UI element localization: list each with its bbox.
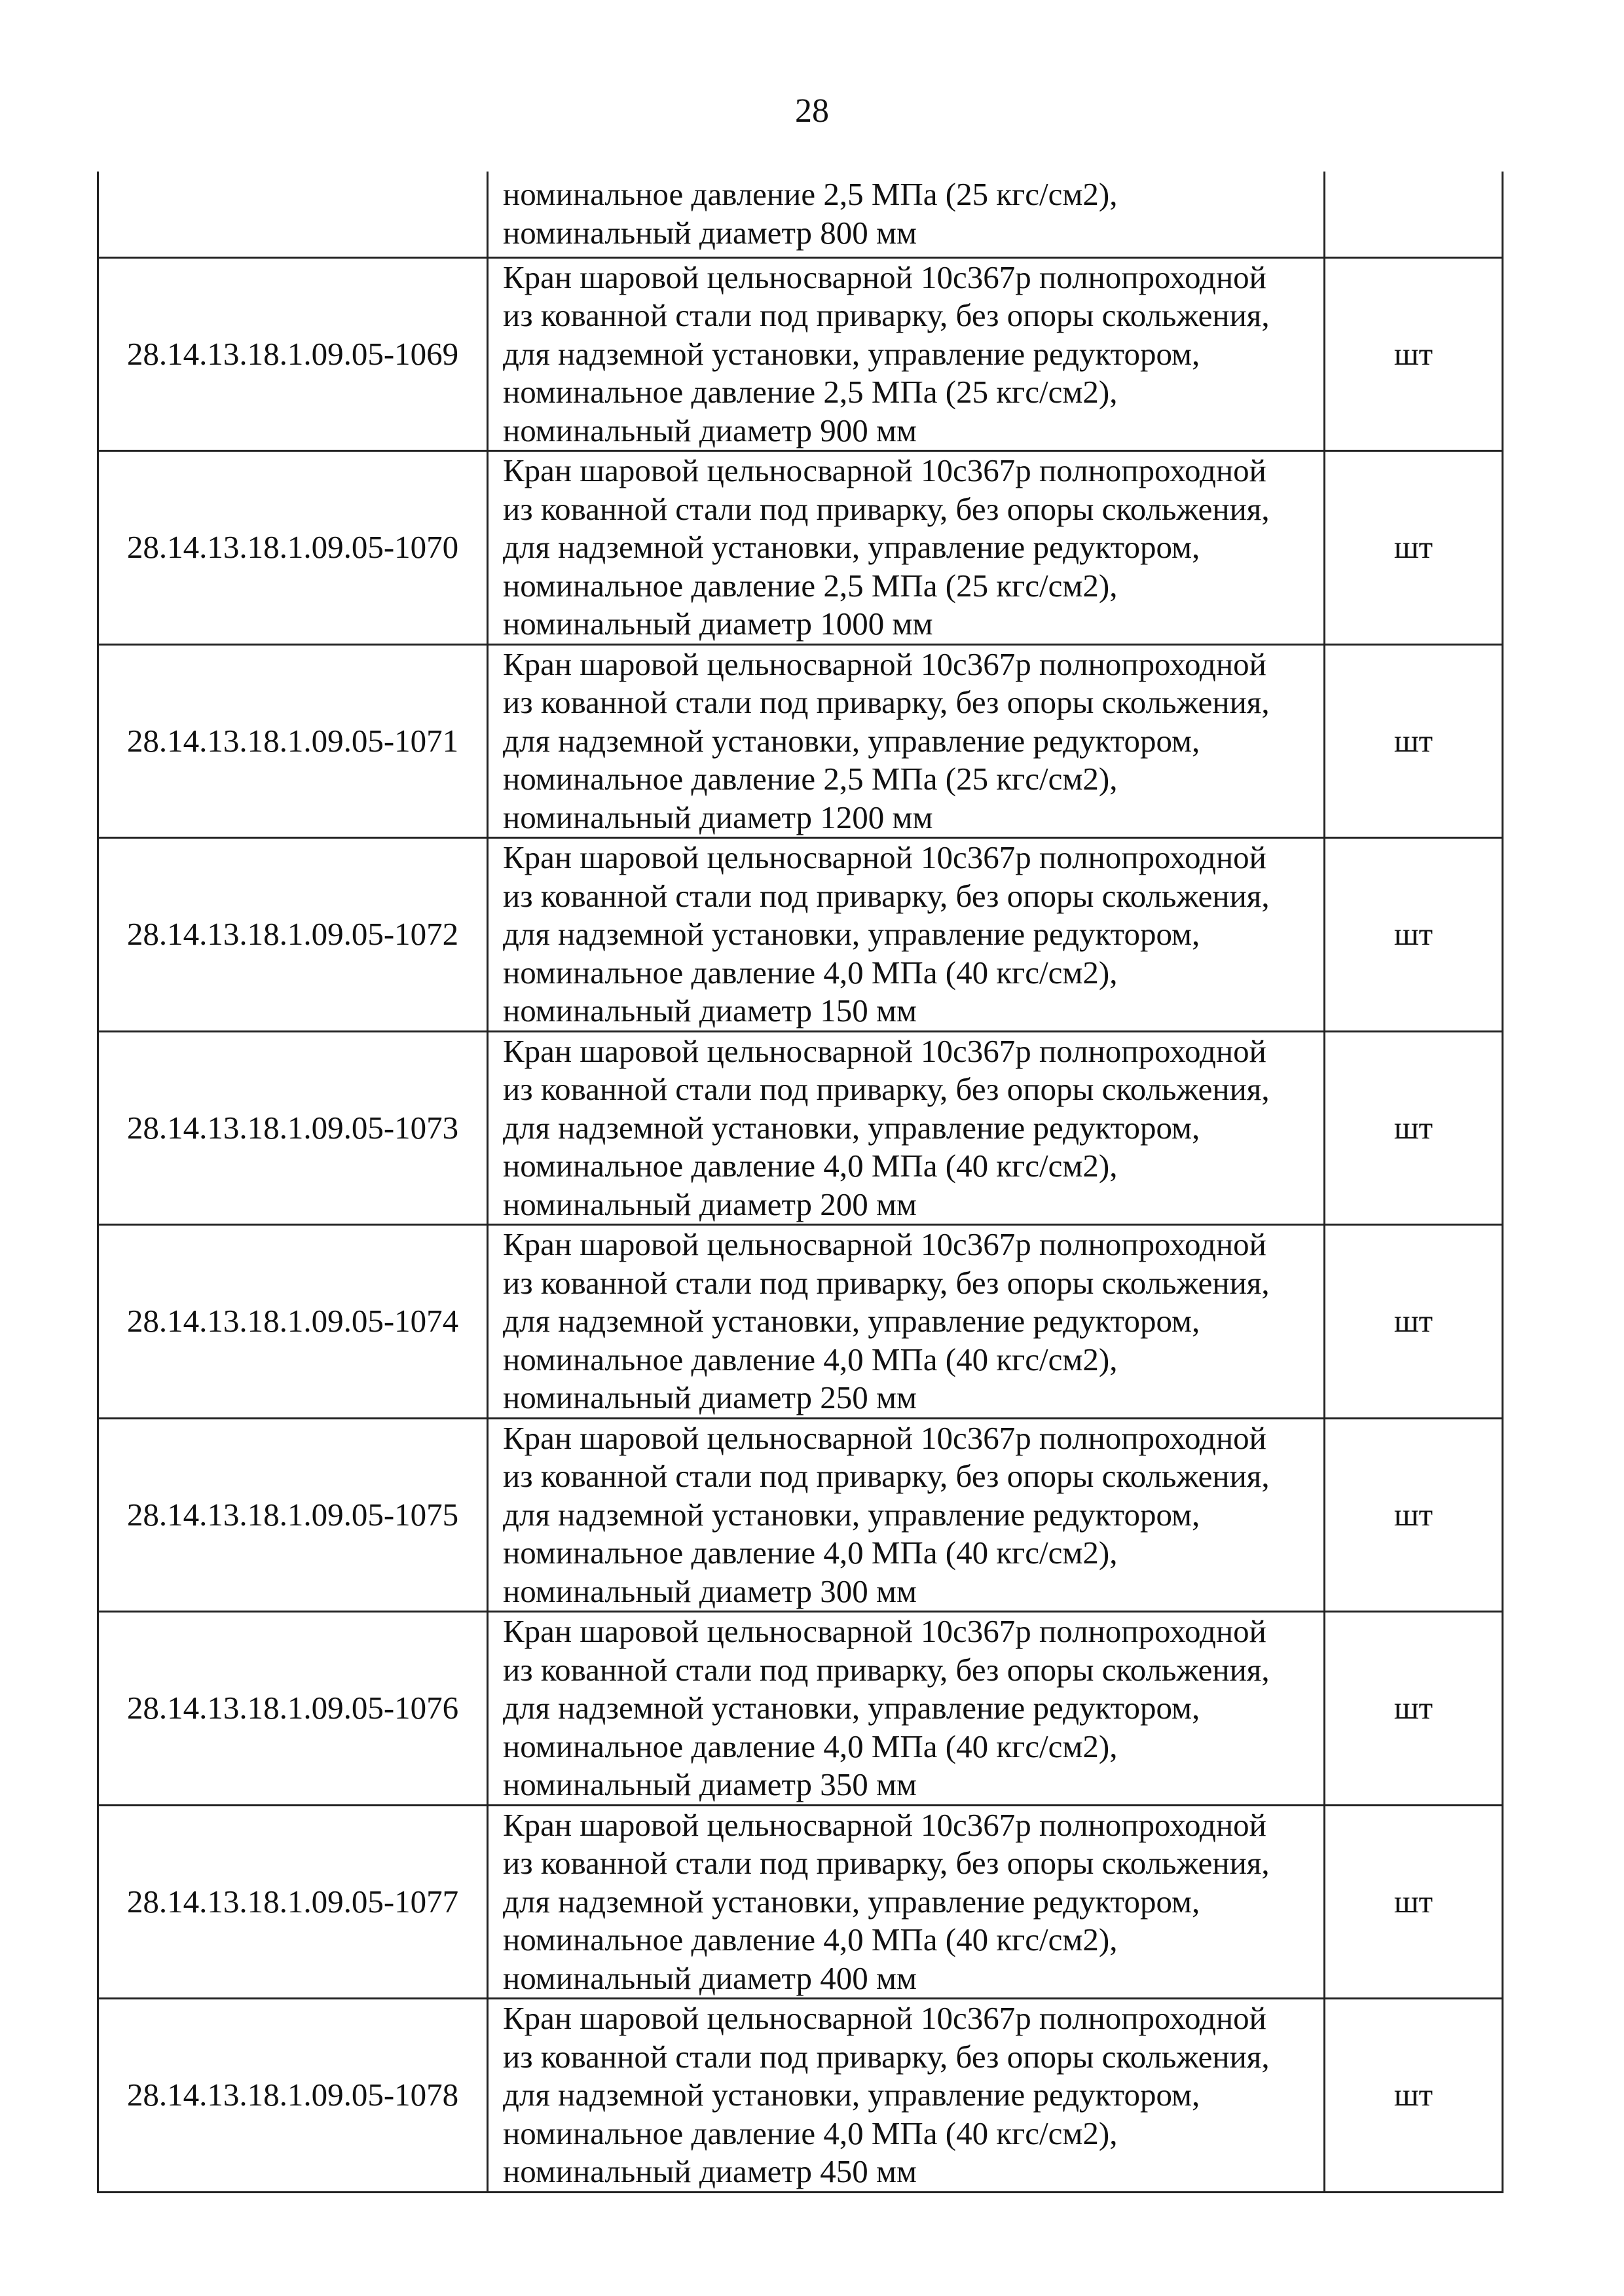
table-row: [98, 1612, 1503, 1806]
table-row: [98, 838, 1503, 1032]
resource-code: 28.14.13.18.1.09.05-1078: [98, 1999, 488, 2193]
resource-description: Кран шаровой цельносварной 10с367р полнопроходной из кованной стали под приварку, без опоры скольжения, для надземной установки, управление редуктором, номинальное давление 4,0 МПа (40 кгс/см2), номинальный диаметр 350 мм: [488, 1612, 1325, 1806]
resource-code: 28.14.13.18.1.09.05-1075: [98, 1418, 488, 1612]
unit-of-measure: шт: [1325, 1805, 1503, 1999]
resource-description: Кран шаровой цельносварной 10с367р полнопроходной из кованной стали под приварку, без опоры скольжения, для надземной установки, управление редуктором, номинальное давление 2,5 МПа (25 кгс/см2), номинальный диаметр 1200 мм: [488, 644, 1325, 838]
resource-description: Кран шаровой цельносварной 10с367р полнопроходной из кованной стали под приварку, без опоры скольжения, для надземной установки, управление редуктором, номинальное давление 4,0 МПа (40 кгс/см2), номинальный диаметр 200 мм: [488, 1031, 1325, 1225]
resource-description: Кран шаровой цельносварной 10с367р полнопроходной из кованной стали под приварку, без опоры скольжения, для надземной установки, управление редуктором, номинальное давление 2,5 МПа (25 кгс/см2), номинальный диаметр 1000 мм: [488, 451, 1325, 645]
unit-of-measure: шт: [1325, 1031, 1503, 1225]
resource-code: 28.14.13.18.1.09.05-1076: [98, 1612, 488, 1806]
table-row: [98, 1225, 1503, 1419]
resource-code: 28.14.13.18.1.09.05-1070: [98, 451, 488, 645]
table-row: [98, 1031, 1503, 1225]
table-row: [98, 1999, 1503, 2193]
resource-description: Кран шаровой цельносварной 10с367р полнопроходной из кованной стали под приварку, без опоры скольжения, для надземной установки, управление редуктором, номинальное давление 4,0 МПа (40 кгс/см2), номинальный диаметр 250 мм: [488, 1225, 1325, 1419]
resource-code: 28.14.13.18.1.09.05-1073: [98, 1031, 488, 1225]
resource-table: [97, 172, 1504, 2193]
resource-description: Кран шаровой цельносварной 10с367р полнопроходной из кованной стали под приварку, без опоры скольжения, для надземной установки, управление редуктором, номинальное давление 4,0 МПа (40 кгс/см2), номинальный диаметр 400 мм: [488, 1805, 1325, 1999]
resource-code: 28.14.13.18.1.09.05-1069: [98, 257, 488, 451]
unit-of-measure: шт: [1325, 644, 1503, 838]
unit-of-measure: шт: [1325, 1999, 1503, 2193]
unit-of-measure: шт: [1325, 1612, 1503, 1806]
table-row: [98, 644, 1503, 838]
resource-code: 28.14.13.18.1.09.05-1071: [98, 644, 488, 838]
resource-description: Кран шаровой цельносварной 10с367р полнопроходной из кованной стали под приварку, без опоры скольжения, для надземной установки, управление редуктором, номинальное давление 2,5 МПа (25 кгс/см2), номинальный диаметр 900 мм: [488, 257, 1325, 451]
table-row: [98, 257, 1503, 451]
page-number: 28: [795, 92, 829, 130]
table-row: [98, 451, 1503, 645]
resource-code: 28.14.13.18.1.09.05-1072: [98, 838, 488, 1032]
resource-code: 28.14.13.18.1.09.05-1074: [98, 1225, 488, 1419]
unit-of-measure: шт: [1325, 451, 1503, 645]
resource-code: [98, 172, 488, 257]
resource-code: 28.14.13.18.1.09.05-1077: [98, 1805, 488, 1999]
table-row: [98, 1418, 1503, 1612]
unit-of-measure: шт: [1325, 1418, 1503, 1612]
resource-description: номинальное давление 2,5 МПа (25 кгс/см2), номинальный диаметр 800 мм: [488, 172, 1325, 257]
table-row: [98, 172, 1503, 257]
resource-description: Кран шаровой цельносварной 10с367р полнопроходной из кованной стали под приварку, без опоры скольжения, для надземной установки, управление редуктором, номинальное давление 4,0 МПа (40 кгс/см2), номинальный диаметр 150 мм: [488, 838, 1325, 1032]
table-row: [98, 1805, 1503, 1999]
unit-of-measure: шт: [1325, 1225, 1503, 1419]
resource-description: Кран шаровой цельносварной 10с367р полнопроходной из кованной стали под приварку, без опоры скольжения, для надземной установки, управление редуктором, номинальное давление 4,0 МПа (40 кгс/см2), номинальный диаметр 450 мм: [488, 1999, 1325, 2193]
unit-of-measure: [1325, 172, 1503, 257]
resource-description: Кран шаровой цельносварной 10с367р полнопроходной из кованной стали под приварку, без опоры скольжения, для надземной установки, управление редуктором, номинальное давление 4,0 МПа (40 кгс/см2), номинальный диаметр 300 мм: [488, 1418, 1325, 1612]
unit-of-measure: шт: [1325, 838, 1503, 1032]
unit-of-measure: шт: [1325, 257, 1503, 451]
